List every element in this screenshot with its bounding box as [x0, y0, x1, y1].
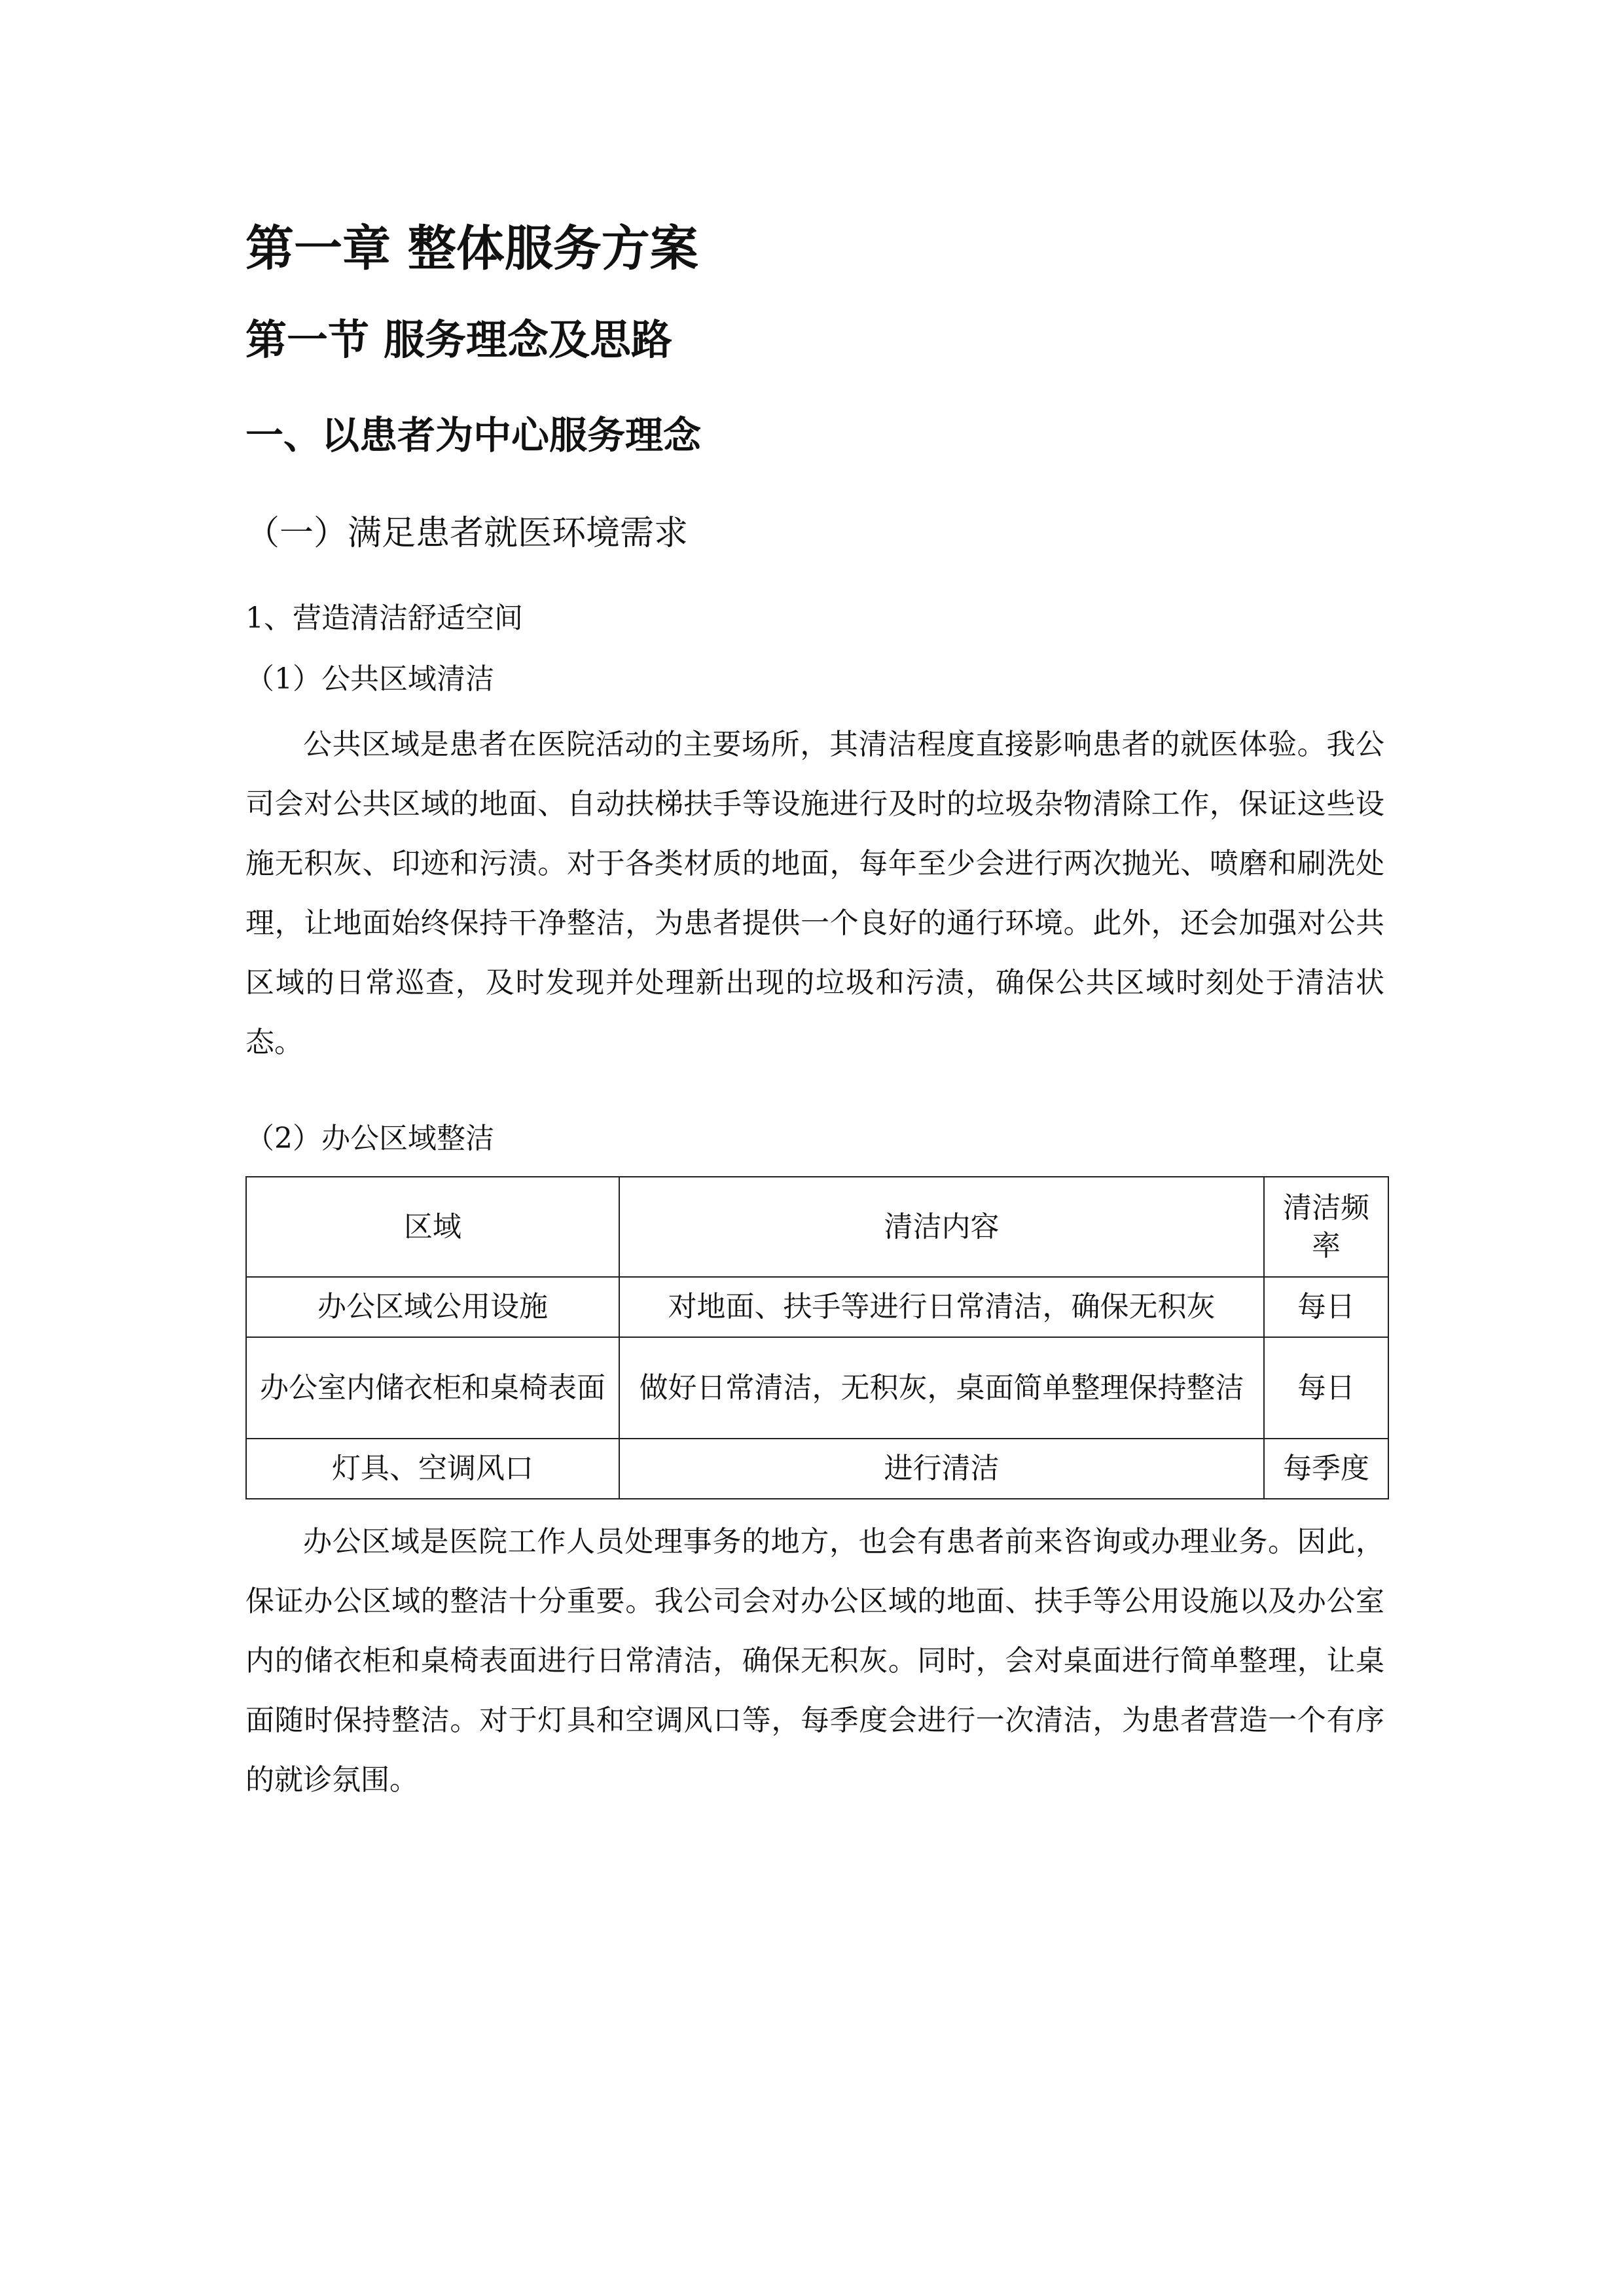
heading-level-4: （一）满足患者就医环境需求: [245, 514, 689, 553]
table-cell: 办公室内储衣柜和桌椅表面: [246, 1337, 619, 1439]
table-cell: 每季度: [1264, 1439, 1388, 1499]
table-header-cell: 清洁内容: [619, 1177, 1264, 1277]
table-row: [246, 1337, 1388, 1439]
heading-public-area: （1）公共区域清洁: [245, 662, 494, 696]
paragraph-office-area: 办公区域是医院工作人员处理事务的地方，也会有患者前来咨询或办理业务。因此，保证办公区域的整洁十分重要。我公司会对办公区域的地面、扶手等公用设施以及办公室内的储衣柜和桌椅表面进行日常清洁，确保无积灰。同时，会对桌面进行简单整理，让桌面随时保持整洁。对于灯具和空调风口等，每季度会进行一次清洁，为患者营造一个有序的就诊氛围。: [245, 1525, 1384, 1797]
table-header-row: [246, 1177, 1388, 1277]
table-cell: 办公区域公用设施: [246, 1277, 619, 1337]
table-cell: 进行清洁: [619, 1439, 1264, 1499]
section-title: 第一节 服务理念及思路: [245, 316, 672, 364]
table-cell: 每日: [1264, 1277, 1388, 1337]
cleaning-table: [245, 1176, 1389, 1499]
heading-level-5: 1、营造清洁舒适空间: [245, 601, 523, 635]
table-cell: 做好日常清洁，无积灰，桌面简单整理保持整洁: [619, 1337, 1264, 1439]
table-header-cell: 清洁频率: [1264, 1177, 1388, 1277]
table-cell: 每日: [1264, 1337, 1388, 1439]
chapter-title: 第一章 整体服务方案: [245, 221, 698, 277]
subsection-title: 一、以患者为中心服务理念: [245, 413, 702, 457]
heading-office-area: （2）办公区域整洁: [245, 1122, 494, 1155]
paragraph-public-area: 公共区域是患者在医院活动的主要场所，其清洁程度直接影响患者的就医体验。我公司会对公共区域的地面、自动扶梯扶手等设施进行及时的垃圾杂物清除工作，保证这些设施无积灰、印迹和污渍。对于各类材质的地面，每年至少会进行两次抛光、喷磨和刷洗处理，让地面始终保持干净整洁，为患者提供一个良好的通行环境。此外，还会加强对公共区域的日常巡查，及时发现并处理新出现的垃圾和污渍，确保公共区域时刻处于清洁状态。: [245, 728, 1384, 1059]
table-row: [246, 1439, 1388, 1499]
table-header-cell: 区域: [246, 1177, 619, 1277]
table-cell: 对地面、扶手等进行日常清洁，确保无积灰: [619, 1277, 1264, 1337]
table-cell: 灯具、空调风口: [246, 1439, 619, 1499]
table-row: [246, 1277, 1388, 1337]
